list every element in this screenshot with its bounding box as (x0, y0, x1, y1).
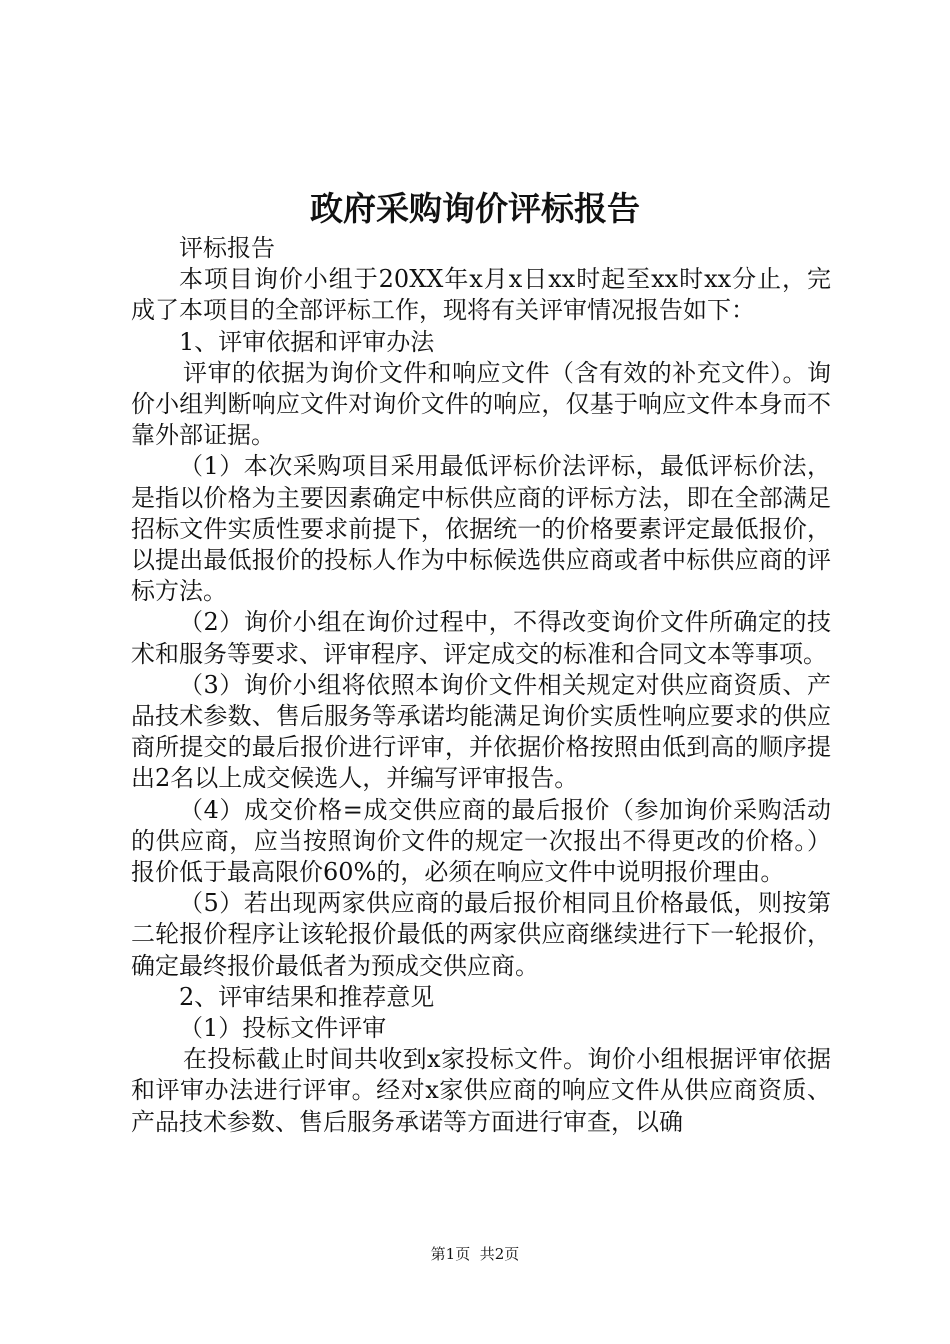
paragraph: （4）成交价格=成交供应商的最后报价（参加询价采购活动的供应商，应当按照询价文件的规定一次报出不得更改的价格。）报价低于最高限价60%的，必须在响应文件中说明报价理由。 (131, 795, 831, 887)
page-total: 共2页 (479, 1245, 520, 1263)
paragraph: （3）询价小组将依照本询价文件相关规定对供应商资质、产品技术参数、售后服务等承诺均能满足询价实质性响应要求的供应商所提交的最后报价进行评审，并依据价格按照由低到高的顺序提出2名以上成交候选人，并编写评审报告。 (131, 670, 831, 793)
page-footer (0, 1244, 950, 1264)
paragraph: 本项目询价小组于20XX年x月x日xx时起至xx时xx分止，完成了本项目的全部评标工作，现将有关评审情况报告如下： (131, 265, 831, 325)
paragraph: （1）本次采购项目采用最低评标价法评标，最低评标价法，是指以价格为主要因素确定中标供应商的评标方法，即在全部满足招标文件实质性要求前提下，依据统一的价格要素评定最低报价，以提出最低报价的投标人作为中标候选供应商或者中标供应商的评标方法。 (131, 452, 831, 606)
paragraph: 在投标截止时间共收到x家投标文件。询价小组根据评审依据和评审办法进行评审。经对x家供应商的响应文件从供应商资质、产品技术参数、售后服务承诺等方面进行审查，以确 (131, 1045, 831, 1136)
paragraph: （5）若出现两家供应商的最后报价相同且价格最低，则按第二轮报价程序让该轮报价最低的两家供应商继续进行下一轮报价，确定最终报价最低者为预成交供应商。 (131, 889, 831, 980)
page-number: 第1页 (430, 1245, 471, 1263)
document-body (131, 233, 831, 1138)
section-heading: 2、评审结果和推荐意见 (179, 982, 435, 1011)
document-title: 政府采购询价评标报告 (310, 189, 640, 228)
paragraph: 评标报告 (179, 234, 275, 262)
section-heading: 1、评审依据和评审办法 (179, 327, 435, 356)
paragraph: （2）询价小组在询价过程中，不得改变询价文件所确定的技术和服务等要求、评审程序、评定成交的标准和合同文本等事项。 (131, 608, 831, 668)
subsection-heading: （1）投标文件评审 (179, 1014, 387, 1043)
paragraph: 评审的依据为询价文件和响应文件（含有效的补充文件）。询价小组判断响应文件对询价文件的响应，仅基于响应文件本身而不靠外部证据。 (131, 358, 831, 450)
